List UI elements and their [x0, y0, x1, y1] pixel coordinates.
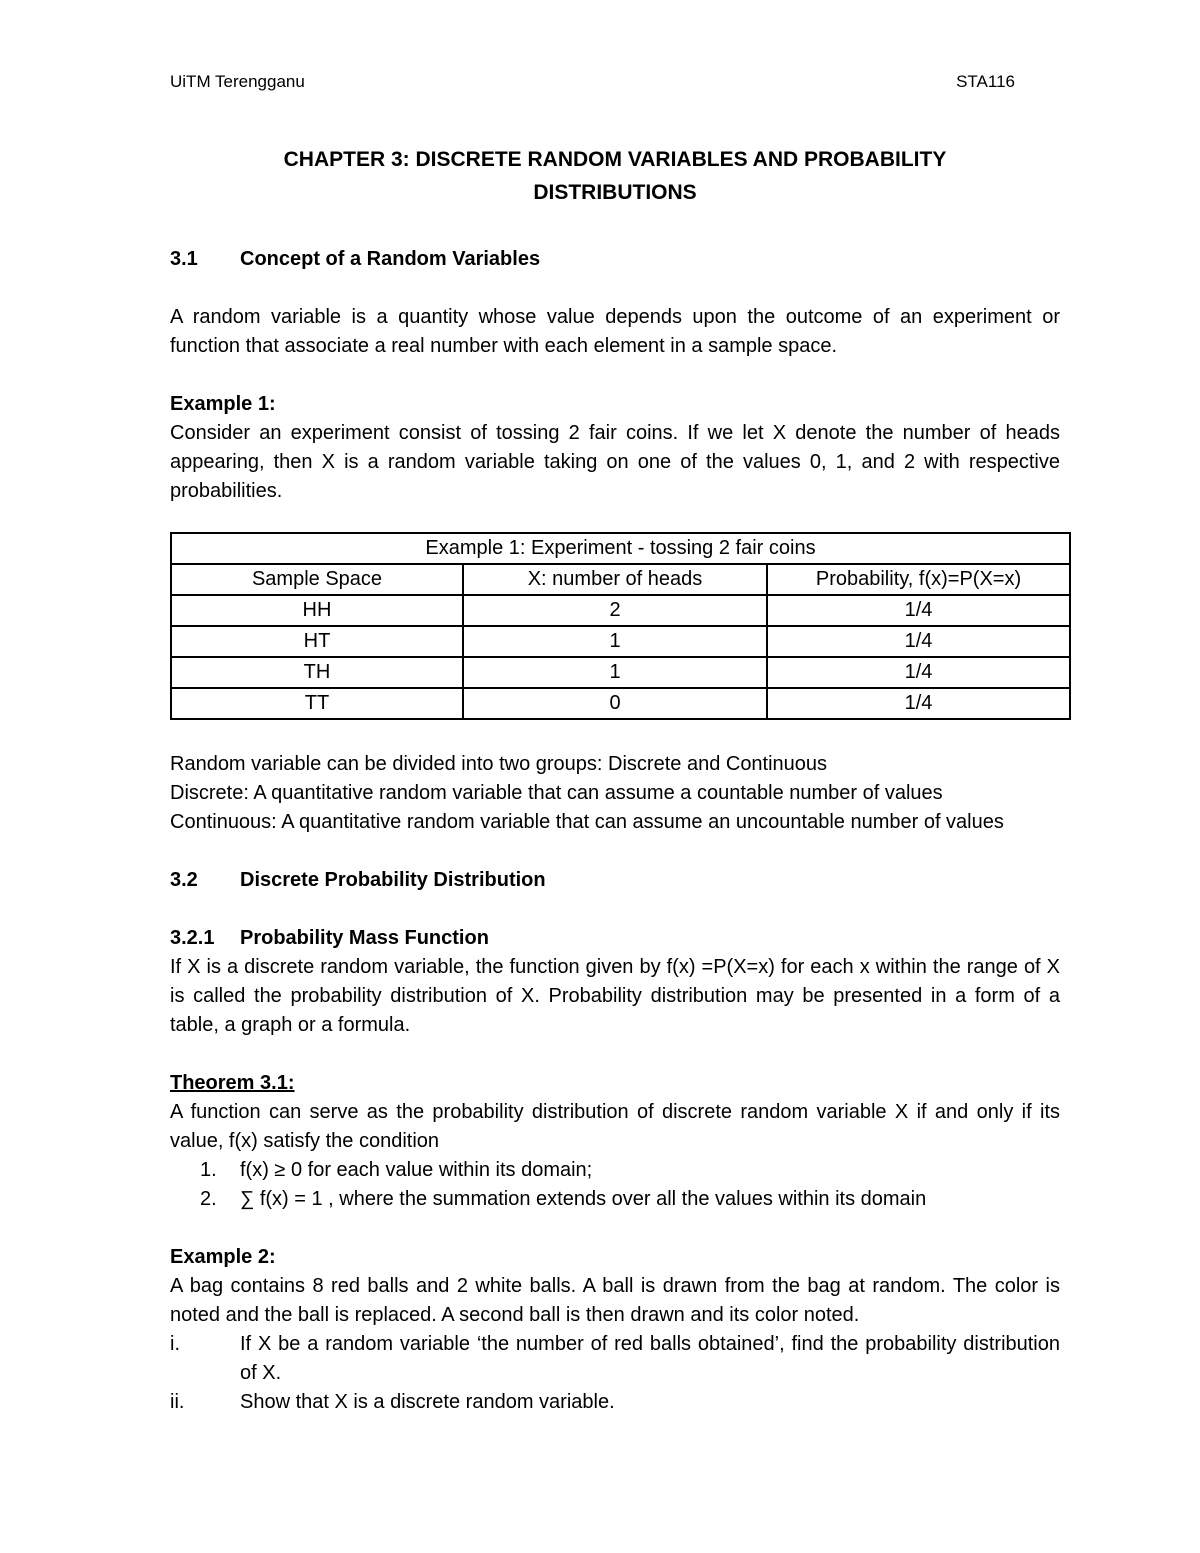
continuous-definition: Continuous: A quantitative random variable that can assume an uncountable number of values [170, 811, 1004, 833]
table-row [171, 626, 1070, 657]
table-cell: HT [171, 626, 463, 657]
column-header: Sample Space [171, 564, 463, 595]
table-row [171, 595, 1070, 626]
pmf-definition: If X is a discrete random variable, the function given by f(x) =P(X=x) for each x within the range of X is called the probability distribution of X. Probability distribution may be presented in a form of a table, a graph or a formula. [170, 956, 1060, 1036]
table-cell: TH [171, 657, 463, 688]
table-cell: 1 [463, 626, 767, 657]
section-number: 3.2 [170, 869, 198, 891]
list-text: If X be a random variable ‘the number of red balls obtained’, find the probability distribution of X. [240, 1333, 1060, 1384]
header-institution: UiTM Terengganu [170, 72, 305, 91]
discrete-definition: Discrete: A quantitative random variable that can assume a countable number of values [170, 782, 943, 804]
example-2-part-ii [170, 1388, 1060, 1417]
table-cell: 1/4 [767, 626, 1070, 657]
page-content [170, 143, 1060, 1417]
list-number: 1. [200, 1159, 217, 1181]
list-text: ∑ f(x) = 1 , where the summation extends over all the values within its domain [240, 1188, 927, 1210]
section-3-2-1-heading [170, 924, 1060, 953]
theorem-text: A function can serve as the probability distribution of discrete random variable X if and only if its value, f(x) satisfy the condition [170, 1101, 1060, 1152]
table-cell: 2 [463, 595, 767, 626]
table-row [171, 688, 1070, 719]
table-cell: 1/4 [767, 688, 1070, 719]
chapter-title-line1: CHAPTER 3: DISCRETE RANDOM VARIABLES AND PROBABILITY [283, 148, 947, 171]
header-course-code: STA116 [956, 72, 1015, 91]
chapter-title-line2: DISTRIBUTIONS [533, 181, 697, 204]
groups-intro: Random variable can be divided into two groups: Discrete and Continuous [170, 753, 828, 775]
example-1-text: Consider an experiment consist of tossing 2 fair coins. If we let X denote the number of heads appearing, then X is a random variable taking on one of the values 0, 1, and 2 with respective probabilities. [170, 422, 1060, 502]
example-1-label: Example 1: [170, 393, 276, 415]
table-cell: 1 [463, 657, 767, 688]
random-variable-definition: A random variable is a quantity whose value depends upon the outcome of an experiment or function that associate a real number with each element in a sample space. [170, 306, 1060, 357]
table-header-row [171, 564, 1070, 595]
section-3-2-heading [170, 866, 1060, 895]
table-row [171, 657, 1070, 688]
list-number: 2. [200, 1188, 217, 1210]
example-2-part-i [170, 1330, 1060, 1388]
section-3-1-heading [170, 245, 1060, 274]
example-2-text: A bag contains 8 red balls and 2 white balls. A ball is drawn from the bag at random. The color is noted and the ball is replaced. A second ball is then drawn and its color noted. [170, 1275, 1060, 1326]
list-number: ii. [170, 1391, 185, 1413]
column-header: Probability, f(x)=P(X=x) [767, 564, 1070, 595]
section-title: Discrete Probability Distribution [240, 869, 546, 891]
table-caption: Example 1: Experiment - tossing 2 fair coins [171, 533, 1070, 564]
list-number: i. [170, 1333, 180, 1355]
section-number: 3.2.1 [170, 927, 215, 949]
table-cell: HH [171, 595, 463, 626]
theorem-condition-1 [170, 1156, 1060, 1185]
section-title: Probability Mass Function [240, 927, 489, 949]
example-2-label: Example 2: [170, 1246, 276, 1268]
table-cell: 0 [463, 688, 767, 719]
column-header: X: number of heads [463, 564, 767, 595]
theorem-condition-2 [170, 1185, 1060, 1214]
table-cell: TT [171, 688, 463, 719]
section-title: Concept of a Random Variables [240, 248, 541, 270]
theorem-label: Theorem 3.1: [170, 1072, 295, 1094]
section-number: 3.1 [170, 248, 198, 270]
list-text: f(x) ≥ 0 for each value within its domain; [240, 1159, 593, 1181]
table-cell: 1/4 [767, 595, 1070, 626]
table-cell: 1/4 [767, 657, 1070, 688]
coin-toss-table [170, 532, 1071, 720]
list-text: Show that X is a discrete random variable. [240, 1391, 615, 1413]
